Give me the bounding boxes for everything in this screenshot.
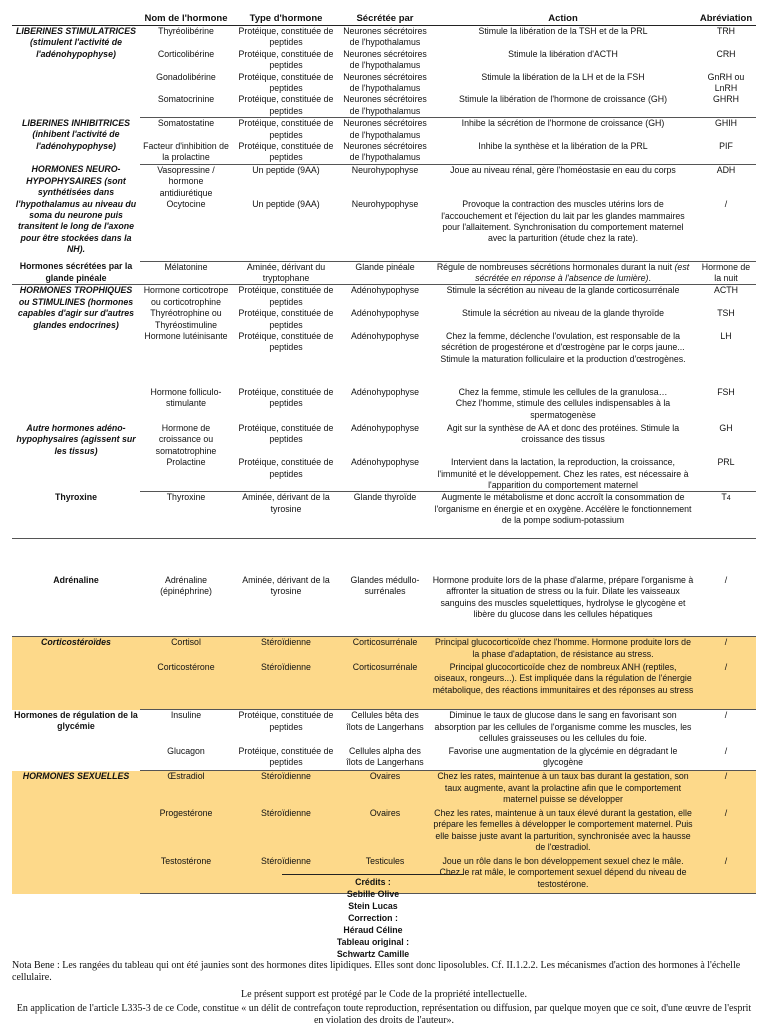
action-cell: [430, 118, 696, 141]
hormone-name-cell: Hormone folliculo-stimulante: [150, 387, 222, 409]
hormone-type-cell: Protéique, constituée de peptides: [238, 118, 334, 140]
abbreviation-text: GHRH: [713, 94, 739, 105]
action-text: Inhibe la sécrétion de l'hormone de croissance (GH): [461, 118, 665, 129]
action-cell: [430, 72, 696, 95]
abbreviation-cell: [696, 261, 756, 285]
abbreviation-text: ACTH: [714, 285, 738, 296]
action-cell: [430, 49, 696, 72]
hormone-type-cell: Protéique, constituée de peptides: [238, 710, 334, 732]
hormone-name-cell: Corticostérone: [140, 662, 232, 710]
action-cell: [430, 285, 696, 308]
action-text: Diminue le taux de glucose dans le sang en favorisant son absorption par les cellules de l'organisme comme les muscles, les cellules graisseuses ou les cellules du foie.: [434, 710, 692, 744]
table-row: [12, 771, 756, 808]
header-action: Action: [430, 10, 696, 26]
abbreviation-cell: [696, 387, 756, 423]
hormone-name-cell: Thyréolibérine: [158, 26, 214, 36]
hormone-name-cell: Progestérone: [140, 808, 232, 856]
secreted-by-cell: Testicules: [340, 856, 430, 894]
action-cell: [430, 308, 696, 331]
action-text: Stimule la libération de la LH et de la FSH: [481, 71, 645, 82]
hormone-name-cell: Thyréotrophine ou Thyréostimuline: [150, 308, 222, 330]
action-text: Joue un rôle dans le bon développement sexuel chez le mâle. Chez le rat mâle, le comportement sexuel dépend du niveau de testostérone.: [439, 855, 687, 889]
hormone-name-cell: Hormone de croissance ou somatotrophine: [155, 423, 217, 456]
action-cell: [430, 575, 696, 637]
abbreviation-text: Hormone de la nuit: [701, 261, 751, 283]
action-cell: [430, 746, 696, 771]
action-text: Favorise une augmentation de la glycémie en dégradant le glycogène: [448, 745, 678, 768]
category-cell: Hormones sécrétées par la glande pinéale: [12, 261, 140, 285]
hormone-name-cell: Hormone corticotrope ou corticotrophine: [143, 285, 229, 307]
correction-author: Héraud Céline: [343, 925, 403, 935]
abbreviation-cell: [696, 308, 756, 331]
action-cell: [430, 492, 696, 539]
abbreviation-text: GnRH ou LnRH: [707, 71, 745, 94]
abbreviation-cell: [696, 94, 756, 117]
secreted-by-cell: Neurones sécrétoires de l'hypothalamus: [343, 26, 427, 48]
abbreviation-cell: [696, 808, 756, 856]
abbreviation-cell: [696, 637, 756, 662]
table-row: [12, 710, 756, 746]
abbreviation-text: T: [721, 492, 727, 503]
hormone-type-cell: Un peptide (9AA): [232, 199, 340, 261]
abbreviation-cell: [696, 492, 756, 539]
action-cell: [430, 637, 696, 662]
abbreviation-cell: [696, 285, 756, 308]
abbreviation-cell: [696, 331, 756, 387]
action-text: Chez la femme, déclenche l'ovulation, est responsable de la sécrétion de progestérone et d'œstrogène par le corps jaune... Stimule la maturation folliculaire et la production d'œstrogènes.: [440, 331, 686, 364]
table-row: [12, 637, 756, 662]
abbreviation-cell: [696, 199, 756, 261]
secreted-by-cell: Adénohypophyse: [340, 457, 430, 492]
abbreviation-cell: [696, 457, 756, 492]
hormone-type-cell: Stéroïdienne: [232, 856, 340, 894]
abbreviation-cell: [696, 49, 756, 72]
hormone-name-cell: Vasopressine / hormone antidiurétique: [157, 164, 215, 198]
table-row: [12, 285, 756, 308]
abbreviation-cell: [696, 118, 756, 141]
hormone-name-cell: Cortisol: [140, 637, 232, 662]
abbreviation-text: GH: [719, 423, 733, 434]
table-row: [12, 539, 756, 575]
hormone-type-cell: Stéroïdienne: [232, 808, 340, 856]
secreted-by-cell: Glandes médullo-surrénales: [340, 575, 430, 637]
action-text: Intervient dans la lactation, la reproduction, la croissance, l'immunité et le développement. Chez les rates, est nécessaire à l'apparition du comportement maternel: [437, 457, 689, 491]
nota-bene: Nota Bene : Les rangées du tableau qui ont été jaunies sont des hormones dites lipidiques. Elles sont donc liposolubles. Cf. II.1.2.2. Les mécanismes d'action des hormones à l'échelle cellulaire.: [12, 960, 741, 983]
category-cell: Autre hormones adéno-hypophysaires (agissent sur les tissus): [16, 423, 136, 456]
table-row: [12, 423, 756, 457]
abbreviation-cell: [696, 575, 756, 637]
secreted-by-cell: Neurohypophyse: [340, 199, 430, 261]
hormone-name-cell: Testostérone: [140, 856, 232, 894]
hormone-type-cell: Protéique, constituée de peptides: [232, 141, 340, 164]
abbreviation-text: /: [724, 710, 728, 721]
abbreviation-cell: [696, 771, 756, 808]
hormone-type-cell: Protéique, constituée de peptides: [238, 48, 334, 71]
abbreviation-subscript: 4: [726, 495, 731, 503]
abbreviation-cell: [696, 141, 756, 164]
abbreviation-text: CRH: [716, 48, 736, 59]
secreted-by-cell: Neurohypophyse: [351, 164, 419, 175]
abbreviation-cell: [696, 710, 756, 746]
abbreviation-text: /: [724, 855, 728, 866]
hormone-type-cell: Protéique, constituée de peptides: [232, 94, 340, 117]
secreted-by-cell: Adénohypophyse: [351, 308, 419, 319]
hormone-name-cell: Facteur d'inhibition de la prolactine: [140, 141, 232, 164]
header-abbreviation: Abréviation: [696, 10, 756, 26]
header-hormone-type: Type d'hormone: [232, 10, 340, 26]
secreted-by-cell: Glande pinéale: [340, 261, 430, 285]
action-text: Régule de nombreuses sécrétions hormonales durant la nuit: [436, 261, 673, 272]
secreted-by-cell: Adénohypophyse: [351, 331, 419, 342]
action-cell: [430, 331, 696, 387]
hormone-name-cell: Œstradiol: [140, 771, 232, 808]
secreted-by-cell: Cellules bêta des îlots de Langerhans: [346, 710, 424, 732]
table-row: [12, 164, 756, 199]
header-group: [12, 10, 140, 26]
abbreviation-text: TRH: [716, 26, 736, 36]
category-cell: LIBERINES STIMULATRICES (stimulent l'activité de l'adénohypophyse): [15, 26, 137, 59]
action-text: Agit sur la synthèse de AA et donc des protéines. Stimule la croissance des tissus: [446, 423, 680, 445]
category-cell: LIBERINES INHIBITRICES (inhibent l'activité de l'adénohypophyse): [21, 117, 130, 151]
credits-heading: Crédits :: [355, 877, 391, 887]
hormone-type-cell: Protéique, constituée de peptides: [238, 26, 334, 48]
credits-author-2: Stein Lucas: [348, 901, 398, 911]
hormone-name-cell: Gonadolibérine: [156, 71, 216, 82]
category-cell: Adrénaline: [12, 575, 140, 637]
action-text: Hormone produite lors de la phase d'alarme, prépare l'organisme à affronter la situation de stress ou la fuir. Dilate les vaisseaux sanguins des muscles squelettiques, hydrolyse le glycogène et libère du glucose dans les cellules hépatiques: [432, 574, 694, 620]
action-text: Augmente le métabolisme et donc accroît la consommation de l'organisme en énergie et en oxygène. Accélère le fonctionnement de la pompe sodium-potassium: [434, 492, 692, 526]
table-row: [12, 118, 756, 141]
category-cell: HORMONES TROPHIQUES ou STIMULINES (hormones capables d'agir sur d'autres glandes endocrines): [17, 285, 135, 330]
table-row: [12, 575, 756, 637]
hormone-type-cell: Protéique, constituée de peptides: [238, 285, 334, 307]
secreted-by-cell: Cellules alpha des îlots de Langerhans: [340, 746, 430, 771]
action-cell: [430, 457, 696, 492]
abbreviation-text: LH: [720, 331, 732, 342]
action-cell: [430, 771, 696, 808]
category-cell: Hormones de régulation de la glycémie: [14, 709, 138, 732]
hormone-type-cell: Aminée, dérivant de la tyrosine: [232, 492, 340, 539]
secreted-by-cell: Adénohypophyse: [351, 387, 419, 398]
action-text: Chez les rates, maintenue à un taux bas durant la gestation, son taux augmente, avant la prolactine afin que le comportement maternel puisse se développer: [437, 771, 689, 805]
table-row: [12, 261, 756, 285]
blank-cell: [12, 539, 756, 575]
header-hormone-name: Nom de l'hormone: [140, 10, 232, 26]
abbreviation-text: /: [724, 771, 728, 782]
hormone-name-cell: Thyroxine: [140, 492, 232, 539]
action-text: Chez les rates, maintenue à un taux élevé durant la gestation, elle prépare les femelles à développer le comportement maternel. Puis elle baisse juste avant la parturition, synchronisée avec la hausse de l'œstradiol.: [433, 807, 693, 853]
category-cell: Corticostéroïdes: [12, 637, 140, 710]
action-cell: [430, 662, 696, 710]
hormone-type-cell: Aminée, dérivant du tryptophane: [232, 261, 340, 285]
action-cell: [430, 141, 696, 164]
secreted-by-cell: Corticosurrénale: [340, 662, 430, 710]
action-text: Stimule la sécrétion au niveau de la glande thyroïde: [462, 308, 664, 319]
action-text: Stimule la sécrétion au niveau de la glande corticosurrénale: [446, 285, 680, 296]
action-cell: [430, 710, 696, 746]
action-text: Principal glucocorticoïde chez l'homme. Hormone produite lors de la phase d'adaptation, de résistance au stress.: [435, 637, 691, 659]
action-cell: [430, 94, 696, 117]
action-cell: [430, 387, 696, 423]
secreted-by-cell: Neurones sécrétoires de l'hypothalamus: [343, 118, 427, 140]
hormone-name-cell: Somatostatine: [157, 118, 215, 129]
action-cell: [430, 164, 696, 199]
action-text: Inhibe la synthèse et la libération de la PRL: [478, 141, 648, 152]
table-row: [12, 26, 756, 49]
action-text: Stimule la libération de la TSH et de la PRL: [478, 26, 648, 36]
abbreviation-text: /: [724, 661, 728, 672]
hormone-name-cell: Adrénaline (épinéphrine): [140, 575, 232, 637]
secreted-by-cell: Neurones sécrétoires de l'hypothalamus: [343, 71, 427, 94]
action-text: Provoque la contraction des muscles utérins lors de l'accouchement et l'éjection du lait par les glandes mammaires pour l'allaitement. Synchronisation du comportement maternel avec la parturition (étude chez la rate).: [441, 199, 685, 244]
secreted-by-cell: Adénohypophyse: [351, 285, 419, 296]
hormone-type-cell: Protéique, constituée de peptides: [232, 457, 340, 492]
hormone-type-cell: Protéique, constituée de peptides: [238, 71, 334, 94]
hormone-name-cell: Somatocrinine: [140, 94, 232, 117]
hormone-name-cell: Insuline: [170, 710, 202, 721]
hormone-name-cell: Glucagon: [140, 746, 232, 771]
hormone-type-cell: Un peptide (9AA): [252, 164, 320, 175]
secreted-by-cell: Neurones sécrétoires de l'hypothalamus: [343, 48, 427, 71]
original-table-author: Schwartz Camille: [336, 949, 410, 959]
hormone-type-cell: Aminée, dérivant de la tyrosine: [232, 575, 340, 637]
hormone-name-cell: Prolactine: [140, 457, 232, 492]
abbreviation-text: /: [724, 637, 728, 648]
hormone-type-cell: Protéique, constituée de peptides: [238, 331, 334, 353]
abbreviation-text: /: [724, 807, 728, 818]
secreted-by-cell: Corticosurrénale: [340, 637, 430, 662]
action-text: Chez la femme, stimule les cellules de la granulosa… Chez l'homme, stimule des cellules indispensables à la spermatogenèse: [455, 387, 671, 420]
hormone-name-cell: Ocytocine: [140, 199, 232, 261]
action-cell: [430, 261, 696, 285]
abbreviation-text: /: [724, 745, 728, 756]
hormone-type-cell: Protéique, constituée de peptides: [238, 423, 334, 445]
secreted-by-cell: Neurones sécrétoires de l'hypothalamus: [340, 141, 430, 164]
category-cell: HORMONES NEURO-HYPOPHYSAIRES (sont synthétisées dans l'hypothalamus au niveau du soma du neurone puis transitent le long de l'axone pour être stockées dans la NH).: [15, 164, 137, 255]
abbreviation-text: PRL: [717, 457, 735, 468]
hormone-type-cell: Protéique, constituée de peptides: [238, 387, 334, 409]
abbreviation-text: /: [724, 199, 728, 210]
secreted-by-cell: Adénohypophyse: [351, 423, 419, 434]
action-cell: [430, 423, 696, 457]
abbreviation-cell: [696, 423, 756, 457]
secreted-by-cell: Neurones sécrétoires de l'hypothalamus: [340, 94, 430, 117]
hormone-name-cell: Hormone lutéinisante: [144, 331, 228, 342]
hormone-type-cell: Stéroïdienne: [232, 637, 340, 662]
table-row: [12, 492, 756, 539]
action-text: Joue au niveau rénal, gère l'homéostasie en eau du corps: [450, 164, 676, 175]
table-body: [12, 26, 756, 894]
abbreviation-cell: [696, 26, 756, 49]
action-cell: [430, 26, 696, 49]
abbreviation-text: ADH: [716, 164, 736, 175]
table-header-row: [12, 10, 756, 26]
action-tail: .: [648, 273, 651, 283]
action-text: Stimule la libération d'ACTH: [508, 48, 618, 59]
abbreviation-text: TSH: [717, 308, 735, 319]
hormone-type-cell: Stéroïdienne: [232, 771, 340, 808]
correction-heading: Correction :: [348, 913, 398, 923]
category-cell: Thyroxine: [12, 492, 140, 539]
header-secreted-by: Sécrétée par: [340, 10, 430, 26]
hormone-type-cell: Protéique, constituée de peptides: [238, 308, 334, 330]
credits-author-1: Sebille Olive: [346, 889, 400, 899]
abbreviation-cell: [696, 662, 756, 710]
hormone-type-cell: Stéroïdienne: [232, 662, 340, 710]
secreted-by-cell: Glande thyroïde: [340, 492, 430, 539]
abbreviation-cell: [696, 164, 756, 199]
hormone-type-cell: Protéique, constituée de peptides: [232, 746, 340, 771]
hormone-table: [12, 10, 756, 894]
legal-notice: Le présent support est protégé par le Code de la propriété intellectuelle.: [240, 989, 527, 1000]
abbreviation-cell: [696, 746, 756, 771]
action-text: Stimule la libération de l'hormone de croissance (GH): [458, 94, 667, 105]
hormone-name-cell: Mélatonine: [140, 261, 232, 285]
original-table-heading: Tableau original :: [336, 937, 410, 947]
secreted-by-cell: Ovaires: [340, 771, 430, 808]
abbreviation-text: PIF: [719, 141, 733, 152]
secreted-by-cell: Ovaires: [340, 808, 430, 856]
action-text: Principal glucocorticoïde chez de nombreux ANH (reptiles, oiseaux, rongeurs...). Est impliquée dans la régulation de l'énergie métabolique, des réactions immunitaires et des réponses au stress: [432, 661, 694, 695]
action-cell: [430, 199, 696, 261]
abbreviation-text: FSH: [717, 387, 735, 398]
category-cell: HORMONES SEXUELLES: [12, 771, 140, 894]
action-note: (est sécrétée en réponse à l'absence de lumière): [475, 261, 690, 283]
action-cell: [430, 808, 696, 856]
abbreviation-cell: [696, 72, 756, 95]
abbreviation-text: /: [724, 574, 728, 585]
credits-block: [12, 874, 756, 960]
abbreviation-text: GHIH: [715, 118, 737, 129]
credits-box: [282, 874, 464, 960]
legal-article: En application de l'article L335-3 de ce Code, constitue « un délit de contrefaçon toute reproduction, représentation ou diffusion, par quelque moyen que ce soit, d'une œuvre de l'esprit en violation des droits de l'auteur».: [16, 1003, 752, 1026]
hormone-name-cell: Corticolibérine: [157, 48, 215, 59]
